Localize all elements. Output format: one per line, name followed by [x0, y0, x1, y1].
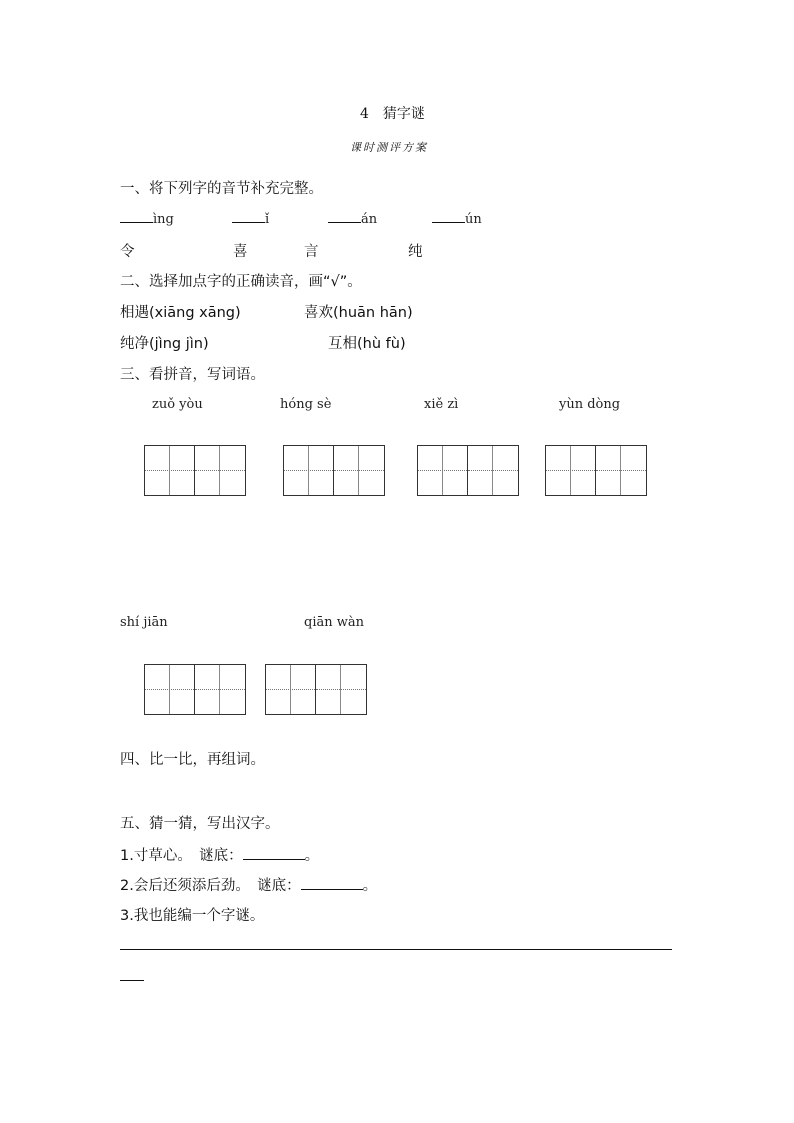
writing-cell[interactable]	[418, 446, 468, 495]
syllable-blank-2[interactable]: ǐ	[232, 209, 269, 227]
writing-cell[interactable]	[195, 665, 245, 714]
reading-choice-3[interactable]: 纯净(jìng jìn)	[120, 336, 209, 352]
char-2: 喜	[233, 244, 248, 260]
page-subtitle: 课时测评方案	[350, 141, 428, 154]
reading-choice-1[interactable]: 相遇(xiāng xāng)	[120, 305, 241, 321]
section-3-heading: 三、看拼音，写词语。	[120, 367, 265, 383]
riddle-2-text: 2.会后还须添后劲。 谜底：	[120, 878, 301, 894]
answer-line-end[interactable]	[120, 980, 144, 981]
writing-cell[interactable]	[316, 665, 366, 714]
writing-grid[interactable]	[545, 445, 647, 496]
pinyin-prompt: shí jiān	[120, 615, 168, 630]
pinyin-prompt: zuǒ yòu	[152, 397, 203, 412]
riddle-1-text: 1.寸草心。 谜底：	[120, 848, 243, 864]
char-3: 言	[304, 244, 319, 260]
writing-cell[interactable]	[284, 446, 334, 495]
syllable-blank-4[interactable]: ún	[432, 209, 482, 227]
period: 。	[362, 878, 378, 894]
writing-grid[interactable]	[265, 664, 367, 715]
period: 。	[304, 848, 320, 864]
page-title: 4 猜字谜	[360, 106, 425, 122]
section-4-heading: 四、比一比，再组词。	[120, 752, 265, 768]
pinyin-prompt: qiān wàn	[304, 615, 364, 630]
section-1-heading: 一、将下列字的音节补充完整。	[120, 181, 323, 197]
answer-blank-2[interactable]	[301, 876, 363, 890]
reading-choice-2[interactable]: 喜欢(huān hān)	[304, 305, 413, 321]
writing-cell[interactable]	[596, 446, 646, 495]
pinyin-prompt: hóng sè	[280, 397, 332, 412]
answer-line[interactable]	[120, 949, 672, 950]
writing-grid[interactable]	[144, 445, 246, 496]
pinyin-prompt: xiě zì	[424, 397, 459, 412]
riddle-1	[120, 844, 319, 865]
writing-cell[interactable]	[145, 665, 195, 714]
reading-choice-4[interactable]: 互相(hù fù)	[328, 336, 406, 352]
section-5-heading: 五、猜一猜，写出汉字。	[120, 816, 280, 832]
writing-cell[interactable]	[546, 446, 596, 495]
writing-cell[interactable]	[145, 446, 195, 495]
writing-grid[interactable]	[144, 664, 246, 715]
section-2-heading: 二、选择加点字的正确读音，画“√”。	[120, 274, 362, 290]
riddle-3-prompt: 3.我也能编一个字谜。	[120, 908, 265, 924]
riddle-2	[120, 874, 377, 895]
char-1: 令	[120, 244, 135, 260]
answer-blank-1[interactable]	[243, 846, 305, 860]
syllable-blank-3[interactable]: án	[328, 209, 377, 227]
char-4: 纯	[408, 244, 423, 260]
writing-cell[interactable]	[195, 446, 245, 495]
writing-grid[interactable]	[417, 445, 519, 496]
syllable-blank-1[interactable]: ìng	[120, 209, 174, 227]
writing-grid[interactable]	[283, 445, 385, 496]
writing-cell[interactable]	[334, 446, 384, 495]
writing-cell[interactable]	[468, 446, 518, 495]
pinyin-prompt: yùn dòng	[559, 397, 621, 412]
writing-cell[interactable]	[266, 665, 316, 714]
